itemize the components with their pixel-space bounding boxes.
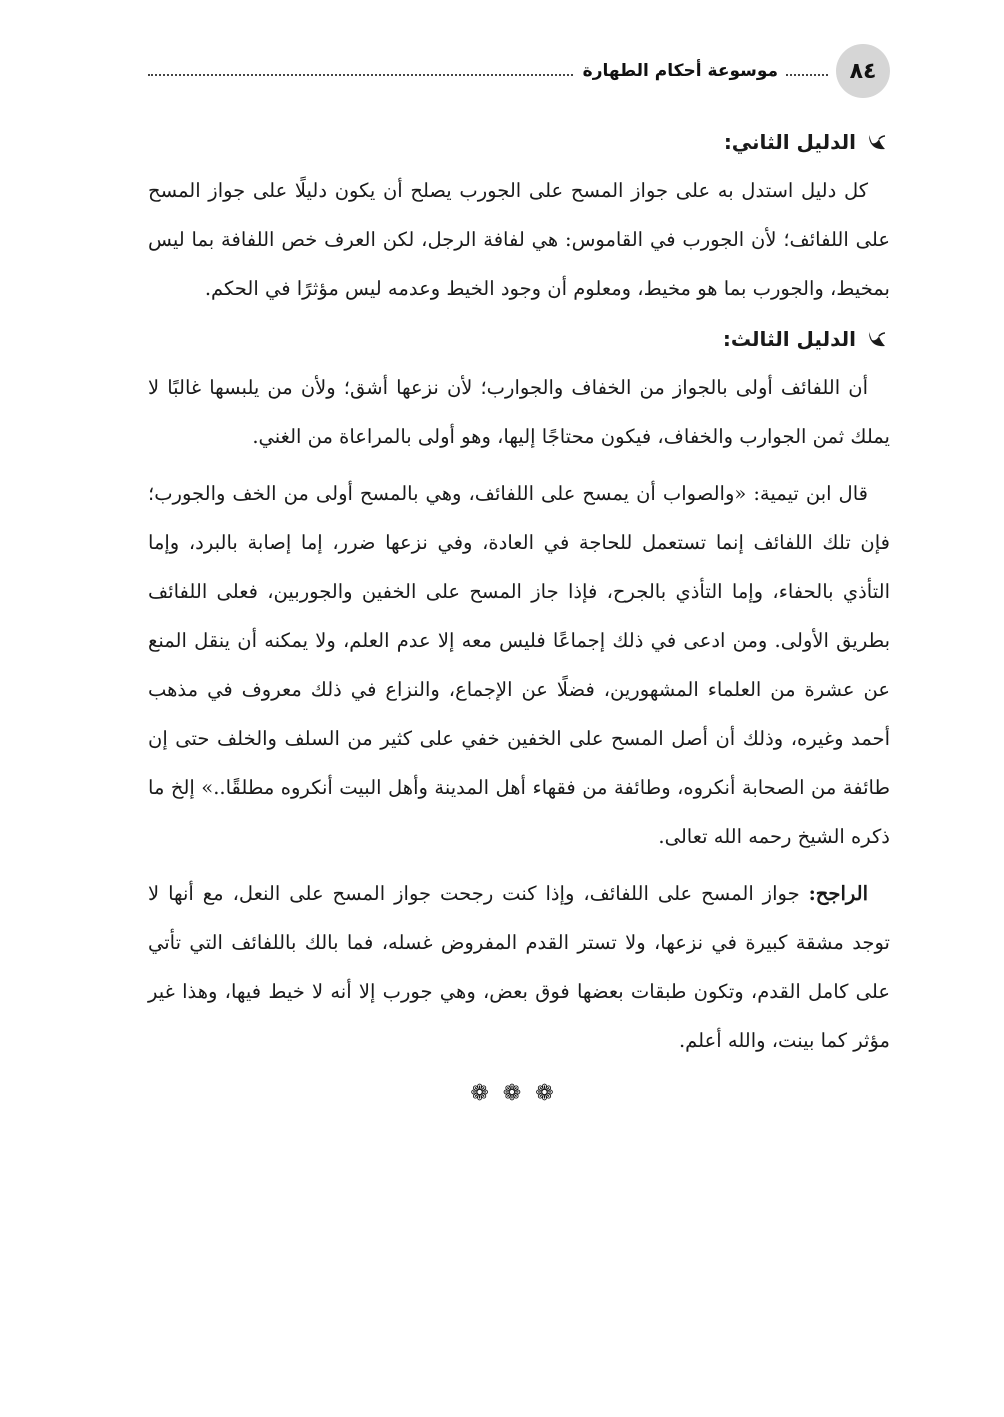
paragraph-third-proof: أن اللفائف أولى بالجواز من الخفاف والجوارب؛ لأن نزعها أشق؛ ولأن من يلبسها غالبًا لا يملك ثمن الجوارب والخفاف، فيكون محتاجًا إليها، وهو أولى بالمراعاة من الغني. (148, 376, 890, 448)
section-heading-text: الدليل الثالث: (722, 327, 856, 351)
paragraph-verdict (148, 869, 890, 1065)
section-heading-third (148, 317, 890, 361)
leaf-bullet-icon (866, 131, 888, 153)
verdict-label: الراجح: (808, 882, 868, 905)
book-title: موسوعة أحكام الطهارة (582, 61, 778, 81)
section-heading-text: الدليل الثاني: (723, 130, 856, 154)
paragraph-ibn-taymiyya-quote: قال ابن تيمية: «والصواب أن يمسح على اللفائف، وهي بالمسح أولى من الخف والجورب؛ فإن تلك اللفائف إنما تستعمل للحاجة في العادة، وفي نزعها ضرر، إما إصابة بالبرد، وإما التأذي بالحفاء، وإما التأذي بالجرح، فإذا جاز المسح على الخفين والجوربين، فعلى اللفائف بطريق الأولى. ومن ادعى في ذلك إجماعًا فليس معه إلا عدم العلم، ولا يمكنه أن ينقل المنع عن عشرة من العلماء المشهورين، فضلًا عن الإجماع، والنزاع في ذلك معروف في مذهب أحمد وغيره، وذلك أن أصل المسح على الخفين خفي على كثير من السلف والخلف حتى إن طائفة من الصحابة أنكروه، وطائفة من فقهاء أهل المدينة وأهل البيت أنكروه مطلقًا..» إلخ ما ذكره الشيخ رحمه الله تعالى. (148, 482, 890, 848)
page-number: ٨٤ (836, 44, 890, 98)
header-dotted-rule-left (148, 74, 573, 76)
section-end-ornament: ❁❁❁ (470, 1081, 568, 1106)
page-body (148, 120, 890, 1106)
verdict-text: جواز المسح على اللفائف، وإذا كنت رجحت جواز المسح على النعل، مع أنها لا توجد مشقة كبيرة في نزعها، ولا تستر القدم المفروض غسله، فما بالك باللفائف التي تأتي على كامل القدم، وتكون طبقات بعضها فوق بعض، وهي جورب إلا أنه لا خيط فيها، وهذا غير مؤثر كما بينت، والله أعلم. (148, 882, 890, 1052)
section-heading-second (148, 120, 890, 164)
header-dotted-rule-right (786, 74, 828, 76)
paragraph-second-proof: كل دليل استدل به على جواز المسح على الجورب يصلح أن يكون دليلًا على جواز المسح على اللفائف؛ لأن الجورب في القاموس: هي لفافة الرجل، لكن العرف خص اللفافة بما ليس بمخيط، والجورب بما هو مخيط، ومعلوم أن وجود الخيط وعدمه ليس مؤثرًا في الحكم. (148, 179, 890, 300)
running-header (148, 44, 890, 98)
leaf-bullet-icon (866, 328, 888, 350)
